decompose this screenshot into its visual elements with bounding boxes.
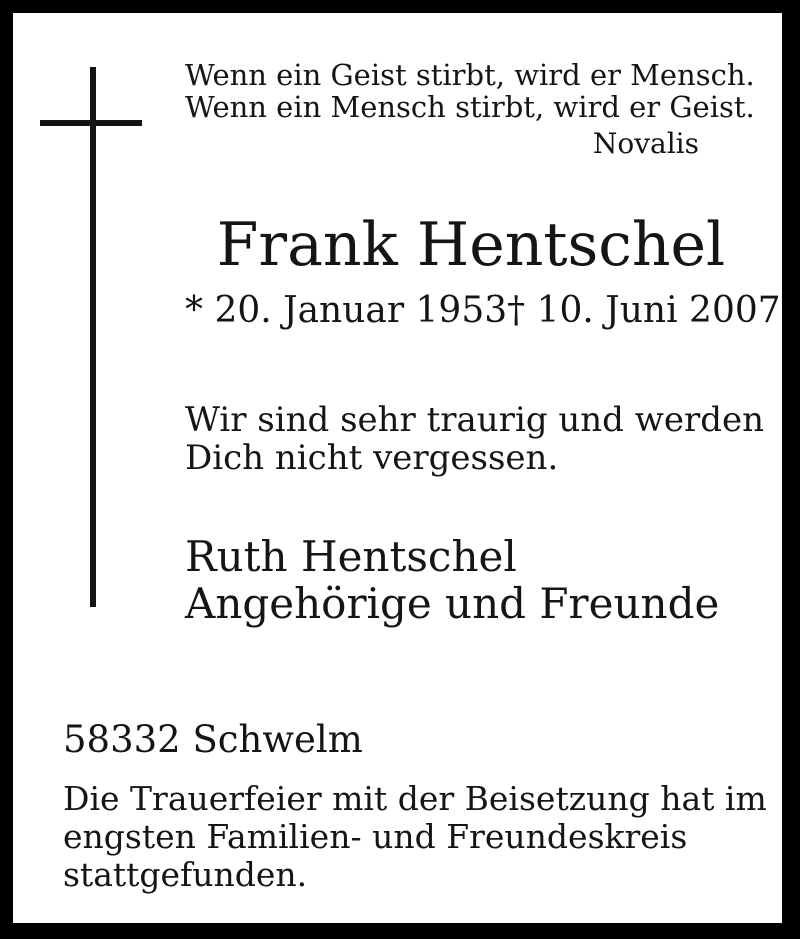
mourners-list (185, 533, 719, 627)
epigraph-quote (185, 58, 755, 160)
funeral-note-line-2: engsten Familien- und Freundeskreis (63, 817, 688, 856)
location-line: 58332 Schwelm (63, 718, 363, 761)
life-dates (185, 290, 781, 331)
funeral-note-line-3: stattgefunden. (63, 855, 308, 894)
epigraph-line-2: Wenn ein Mensch stirbt, wird er Geist. (185, 90, 755, 124)
mourners-relatives: Angehörige und Freunde (185, 579, 720, 628)
death-date: † 10. Juni 2007 (507, 290, 781, 331)
epigraph-line-1: Wenn ein Geist stirbt, wird er Mensch. (185, 58, 755, 92)
cross-vertical-bar (90, 67, 96, 607)
birth-date: * 20. Januar 1953 (185, 290, 508, 331)
condolence-message (185, 401, 764, 477)
deceased-name: Frank Hentschel (216, 210, 726, 280)
epigraph-attribution: Novalis (592, 127, 699, 160)
condolence-line-2: Dich nicht vergessen. (185, 438, 559, 478)
cross-horizontal-bar (40, 120, 142, 126)
funeral-note-line-1: Die Trauerfeier mit der Beisetzung hat im (63, 779, 767, 818)
condolence-line-1: Wir sind sehr traurig und werden (185, 400, 765, 440)
notice-page (13, 13, 782, 923)
mourner-name: Ruth Hentschel (185, 532, 517, 581)
funeral-note (63, 780, 767, 894)
